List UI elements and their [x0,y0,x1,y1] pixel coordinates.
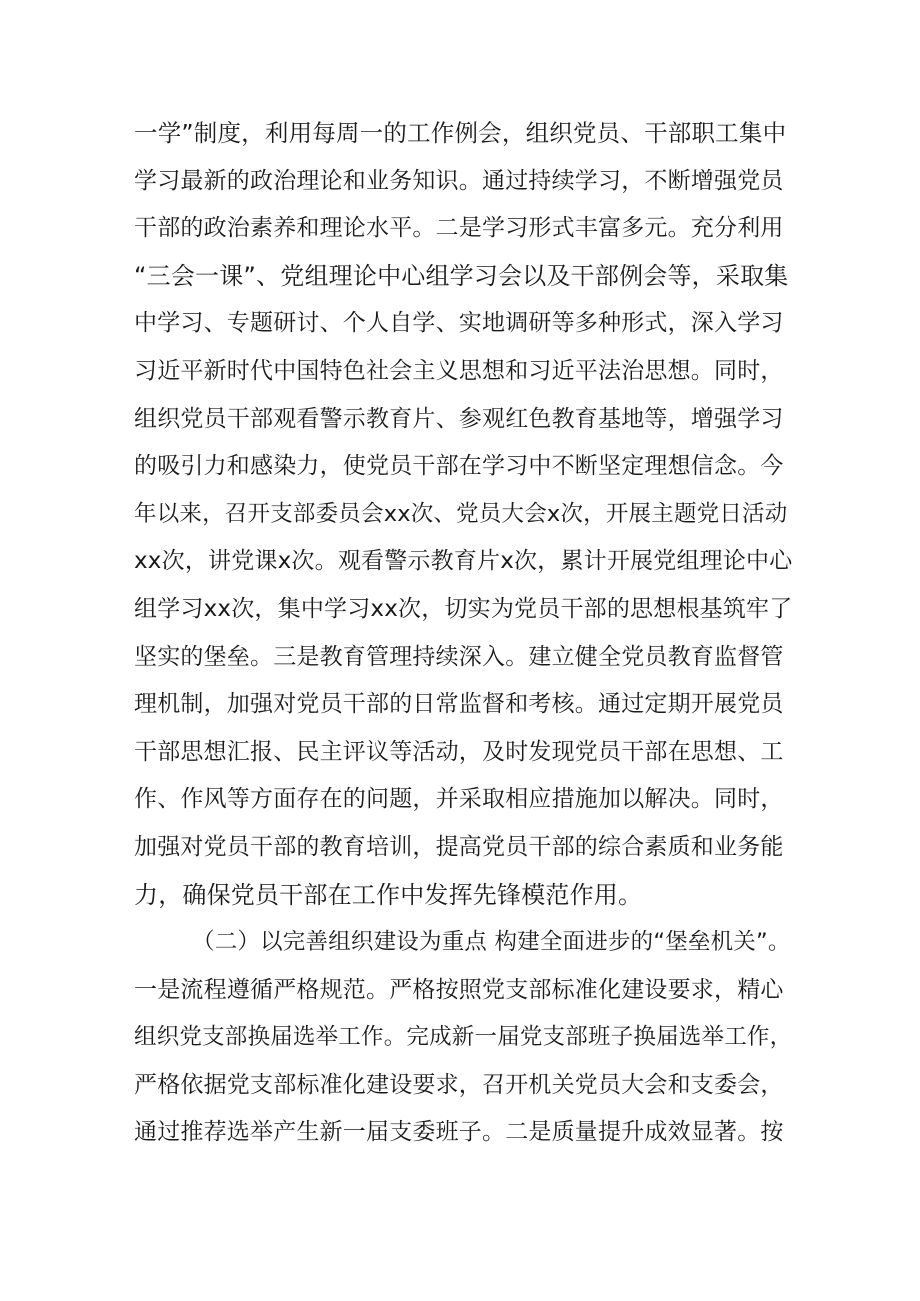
body-text [134,110,794,1157]
text-line: 加强对党员干部的教育培训，提高党员干部的综合素质和业务能 [134,833,784,860]
text-line: 学习最新的政治理论和业务知识。通过持续学习，不断增强党员 [134,167,784,194]
text-line: 干部的政治素养和理论水平。二是学习形式丰富多元。充分利用 [134,215,784,242]
text-line: 的吸引力和感染力，使党员干部在学习中不断坚定理想信念。今 [134,453,784,480]
text-line: 一学”制度，利用每周一的工作例会，组织党员、干部职工集中 [134,119,787,147]
text-line: 一是流程遵循严格规范。严格按照党支部标准化建设要求，精心 [134,976,784,1003]
text-line: 习近平新时代中国特色社会主义思想和习近平法治思想。同时， [134,357,784,384]
text-line: xx次，讲党课x次。观看警示教育片x次，累计开展党组理论中心 [134,548,793,575]
text-line: 理机制，加强对党员干部的日常监督和考核。通过定期开展党员 [134,691,784,718]
section-heading: （二）以完善组织建设为重点 构建全面进步的“堡垒机关”。 [192,929,791,956]
text-line: 严格依据党支部标准化建设要求，召开机关党员大会和支委会， [134,1071,784,1098]
text-line: 通过推荐选举产生新一届支委班子。二是质量提升成效显著。按 [134,1119,784,1146]
text-line: 组织党支部换届选举工作。完成新一届党支部班子换届选举工作， [134,1024,793,1051]
text-line: 力，确保党员干部在工作中发挥先锋模范作用。 [134,880,643,909]
text-line: 组学习xx次，集中学习xx次，切实为党员干部的思想根基筑牢了 [134,595,793,622]
text-line: 年以来，召开支部委员会xx次、党员大会x次，开展主题党日活动 [134,500,788,527]
text-line: 中学习、专题研讨、个人自学、实地调研等多种形式，深入学习 [134,310,784,337]
text-line: “三会一课”、党组理论中心组学习会以及干部例会等，采取集 [134,261,789,290]
text-line: 组织党员干部观看警示教育片、参观红色教育基地等，增强学习 [134,405,784,432]
text-line: 坚实的堡垒。三是教育管理持续深入。建立健全党员教育监督管 [134,643,784,670]
text-line: 作、作风等方面存在的问题，并采取相应措施加以解决。同时， [134,786,784,813]
text-line: 干部思想汇报、民主评议等活动，及时发现党员干部在思想、工 [134,738,784,765]
